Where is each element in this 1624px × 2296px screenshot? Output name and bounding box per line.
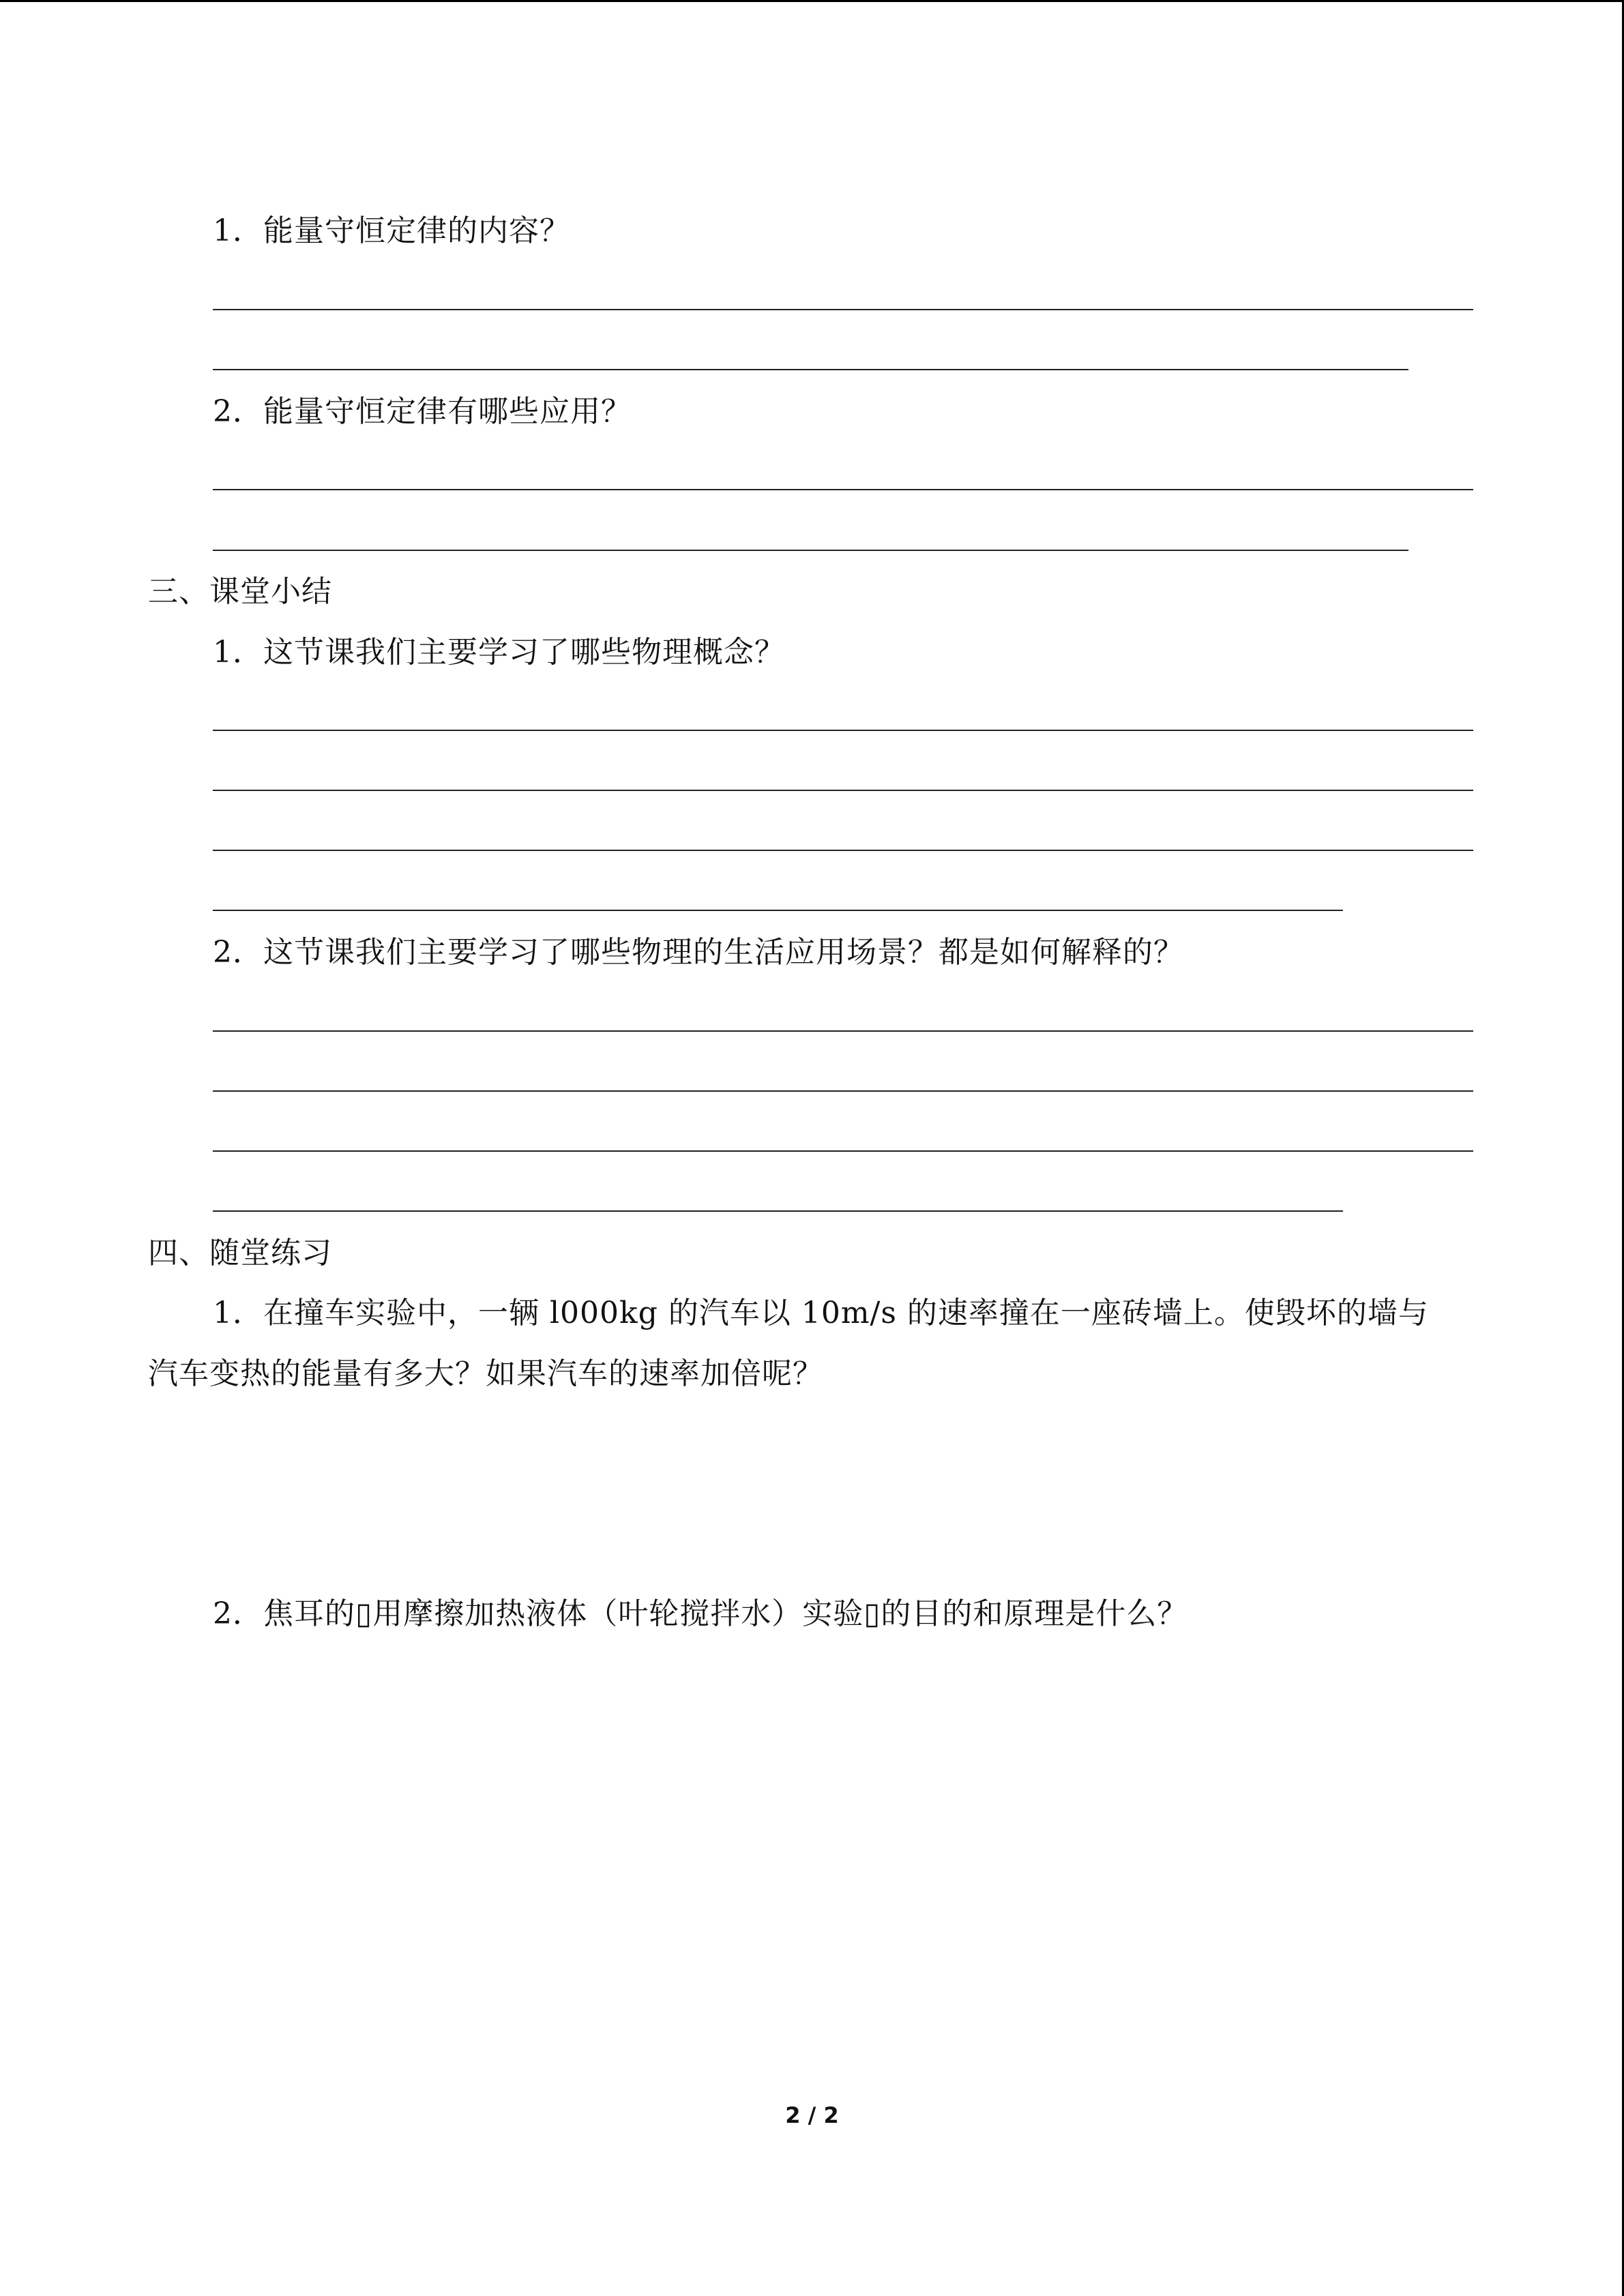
practice-question-1-line-1: 1．在撞车实验中，一辆 l000kg 的汽车以 10m/s 的速率撞在一座砖墙上。使毁坏的墙与 [213,1296,1429,1330]
practice-question-2: 2．焦耳的▯用摩擦加热液体（叶轮搅拌水）实验▯的目的和原理是什么？ [213,1596,1188,1631]
answer-line [213,369,1408,370]
answer-line [213,910,1343,911]
section-heading-class-summary: 三、课堂小结 [148,574,332,609]
answer-line [213,730,1473,731]
question-physics-concepts: 1．这节课我们主要学习了哪些物理概念？ [213,635,785,670]
answer-line [213,1090,1473,1092]
answer-line [213,1210,1343,1212]
answer-line [213,850,1473,851]
question-energy-conservation-content: 1．能量守恒定律的内容？ [213,213,570,248]
answer-line [213,790,1473,791]
section-heading-in-class-practice: 四、随堂练习 [148,1236,332,1270]
answer-line [213,489,1473,490]
answer-line [213,1150,1473,1152]
practice-question-1-line-2: 汽车变热的能量有多大？如果汽车的速率加倍呢？ [148,1356,823,1391]
answer-line [213,1030,1473,1032]
page-border-top [0,0,1624,2]
question-energy-conservation-applications: 2．能量守恒定律有哪些应用？ [213,394,632,429]
question-physics-applications: 2．这节课我们主要学习了哪些物理的生活应用场景？都是如何解释的？ [213,935,1184,970]
answer-line [213,309,1473,310]
page-number: 2 / 2 [785,2102,839,2128]
answer-line [213,550,1408,551]
